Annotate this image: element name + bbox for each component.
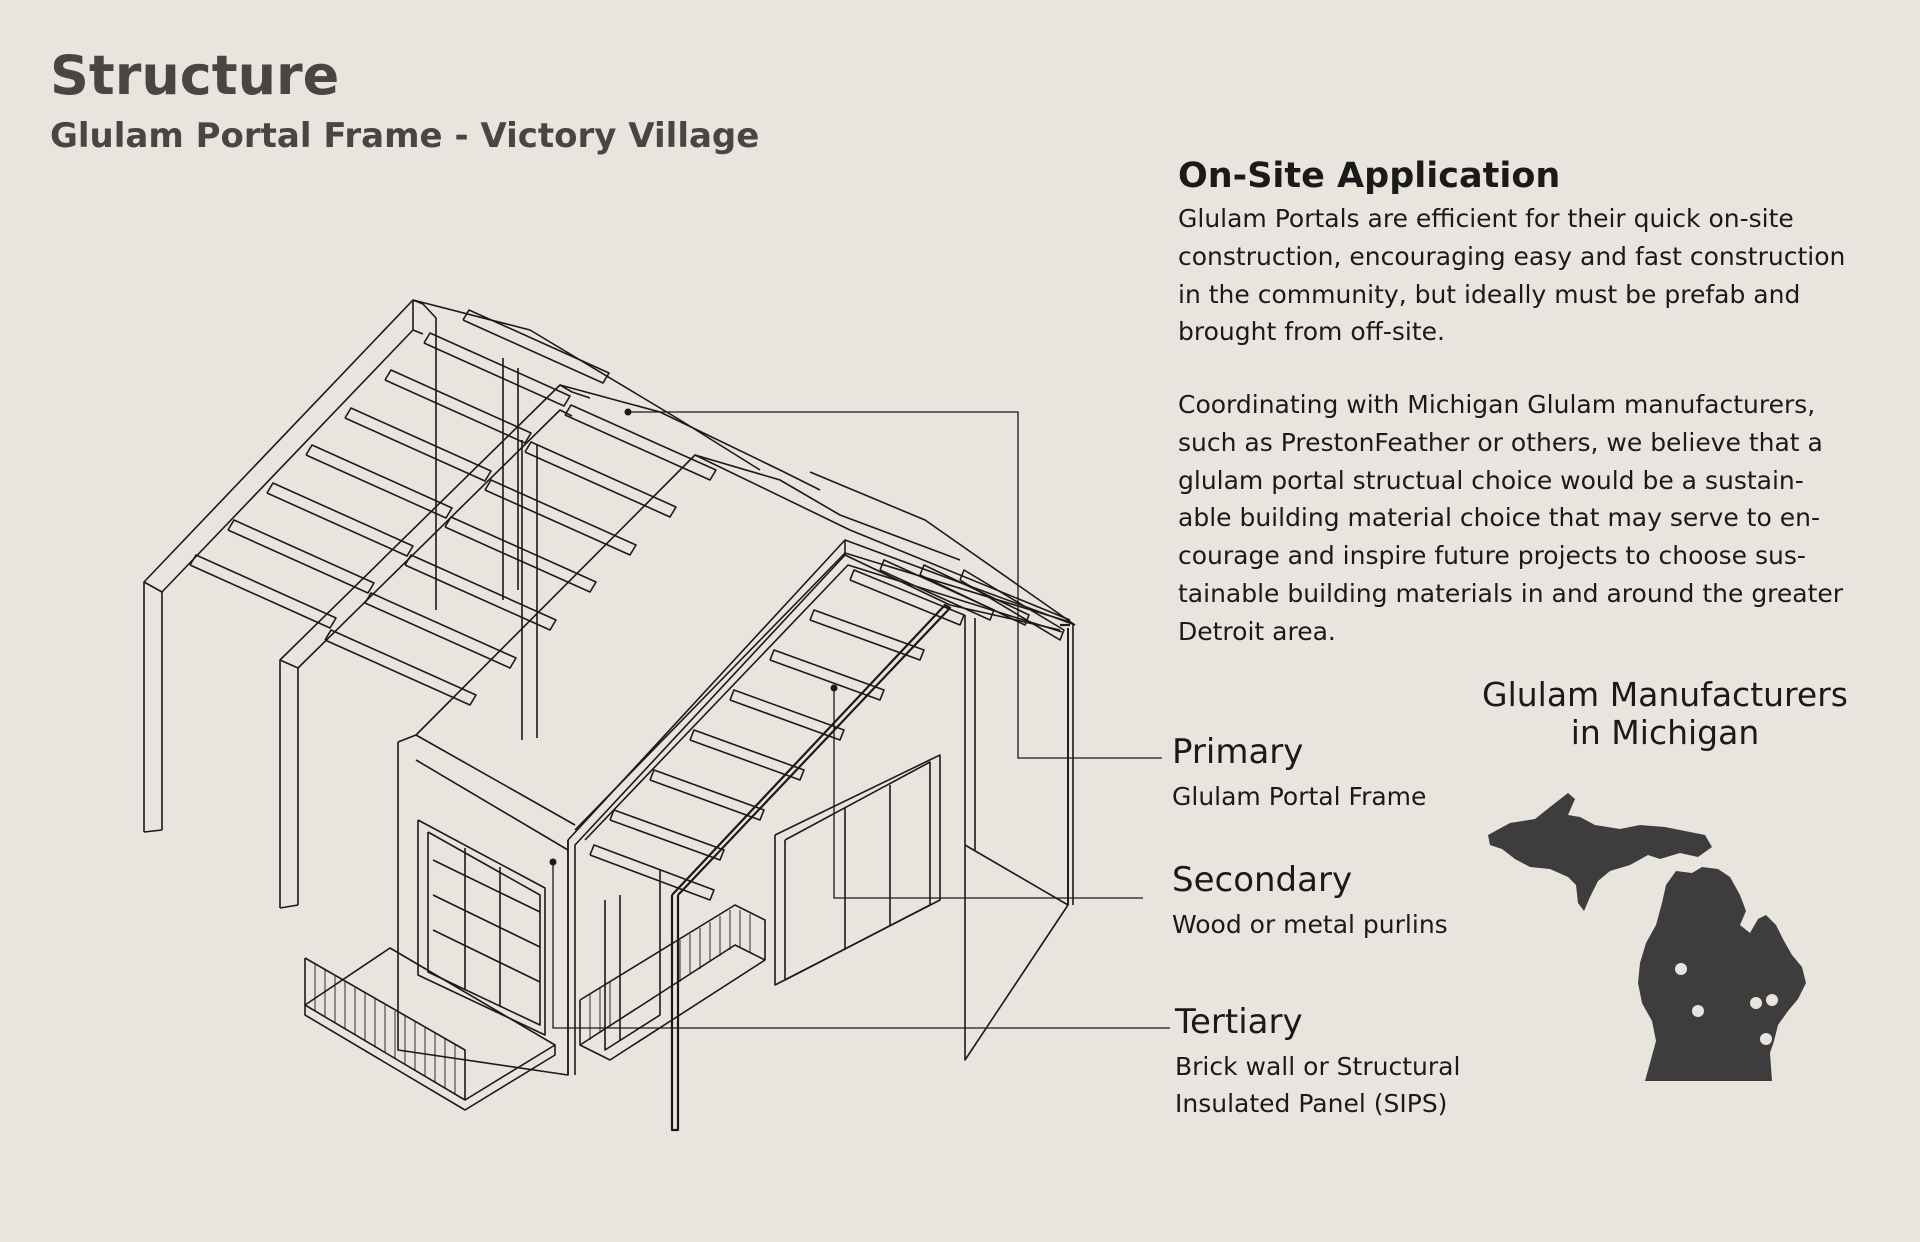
paragraph-line: in the community, but ideally must be prefab and bbox=[1178, 279, 1801, 309]
map-title-line: Glulam Manufacturers bbox=[1482, 675, 1848, 714]
paragraph-line: Detroit area. bbox=[1178, 616, 1336, 646]
front-porch bbox=[305, 948, 555, 1110]
page-subtitle: Glulam Portal Frame - Victory Village bbox=[50, 116, 760, 156]
manufacturer-dot bbox=[1675, 963, 1687, 975]
label-desc-line: Brick wall or Structural bbox=[1175, 1052, 1461, 1081]
paragraph-line: such as PrestonFeather or others, we believe that a bbox=[1178, 427, 1823, 457]
paragraph-line: tainable building materials in and around the greater bbox=[1178, 578, 1844, 608]
garage-door bbox=[418, 820, 545, 1035]
label-desc-line: Insulated Panel (SIPS) bbox=[1175, 1089, 1448, 1118]
on-site-heading: On-Site Application bbox=[1178, 156, 1561, 196]
paragraph-line: able building material choice that may serve to en- bbox=[1178, 503, 1820, 533]
manufacturer-dot bbox=[1692, 1005, 1704, 1017]
map-title-line: in Michigan bbox=[1570, 713, 1760, 752]
paragraph-line: Coordinating with Michigan Glulam manufacturers, bbox=[1178, 390, 1816, 419]
paragraph-line: Glulam Portals are efficient for their quick on-site bbox=[1178, 204, 1794, 233]
label-desc-line: Glulam Portal Frame bbox=[1172, 782, 1427, 811]
paragraph-line: glulam portal structual choice would be a sustain- bbox=[1178, 465, 1804, 495]
portal-frame-front bbox=[575, 553, 1070, 905]
page-title: Structure bbox=[50, 44, 340, 107]
leader-primary bbox=[628, 412, 1162, 758]
manufacturer-dot bbox=[1750, 997, 1762, 1009]
label-tertiary-desc bbox=[1175, 1048, 1460, 1122]
portal-frame-rear bbox=[144, 300, 760, 832]
label-secondary-title: Secondary bbox=[1172, 860, 1353, 900]
paragraph-line: courage and inspire future projects to choose sus- bbox=[1178, 541, 1806, 571]
map-title bbox=[1470, 676, 1860, 752]
label-primary-title: Primary bbox=[1172, 732, 1304, 772]
leader-secondary bbox=[834, 688, 1143, 898]
label-primary-desc bbox=[1172, 778, 1426, 815]
michigan-map bbox=[1480, 785, 1820, 1085]
label-secondary-desc bbox=[1172, 906, 1448, 943]
lower-peninsula-shape bbox=[1638, 867, 1806, 1081]
label-tertiary-title: Tertiary bbox=[1175, 1002, 1303, 1042]
on-site-paragraph-2 bbox=[1178, 386, 1843, 651]
on-site-paragraph-1 bbox=[1178, 200, 1845, 351]
paragraph-line: construction, encouraging easy and fast construction bbox=[1178, 241, 1846, 271]
label-desc-line: Wood or metal purlins bbox=[1172, 910, 1448, 939]
manufacturer-dot bbox=[1760, 1033, 1772, 1045]
paragraph-line: brought from off-site. bbox=[1178, 317, 1445, 347]
front-column bbox=[672, 605, 1070, 1130]
manufacturer-dot bbox=[1766, 994, 1778, 1006]
side-window bbox=[775, 755, 940, 985]
